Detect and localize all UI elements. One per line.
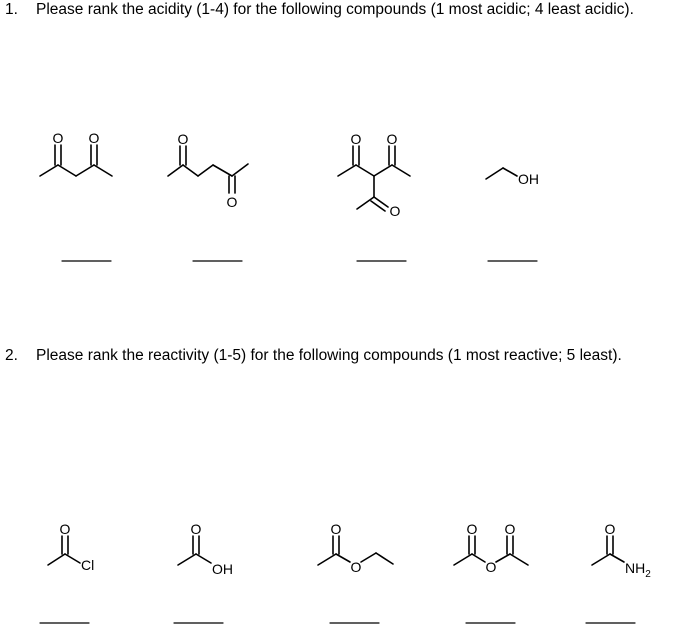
oxygen-atom-label: O (504, 521, 516, 537)
compound-triacetylmethane (338, 131, 410, 219)
oxygen-atom-label: O (59, 521, 71, 537)
oxygen-atom-label: O (350, 559, 362, 575)
oxygen-atom-label: O (604, 521, 616, 537)
question-number: 2. (5, 347, 18, 364)
question-text: Please rank the reactivity (1-5) for the following compounds (1 most reactive; 5 least). (36, 347, 622, 364)
oxygen-atom-label: O (52, 130, 64, 146)
oxygen-atom-label: O (330, 521, 342, 537)
compound-acetic-anhydride (454, 521, 528, 575)
compound-acetic-acid (178, 521, 233, 577)
oxygen-atom-label: O (386, 131, 398, 147)
compound-acetyl-chloride (48, 521, 94, 573)
oxygen-atom-label: O (466, 521, 478, 537)
compound-acetamide (592, 521, 651, 580)
oxygen-atom-label: O (88, 130, 100, 146)
compound-ethyl-acetate (318, 521, 393, 575)
oxygen-atom-label: O (226, 194, 238, 210)
chlorine-label: Cl (81, 557, 95, 573)
compound-ethanol (486, 168, 539, 187)
amine-label: $NH_2$ (625, 560, 651, 580)
oxygen-atom-label: O (485, 559, 497, 575)
oxygen-atom-label: O (177, 131, 189, 147)
compound-hexanedione (168, 131, 248, 210)
oxygen-atom-label: O (389, 203, 401, 219)
hydroxyl-label: OH (518, 171, 539, 187)
compound-acetylacetone (40, 130, 112, 176)
question-text: Please rank the acidity (1-4) for the following compounds (1 most acidic; 4 least acidic). (36, 1, 634, 18)
oxygen-atom-label: O (190, 521, 202, 537)
oxygen-atom-label: O (350, 131, 362, 147)
hydroxyl-label: OH (212, 561, 233, 577)
question-number: 1. (5, 1, 18, 18)
